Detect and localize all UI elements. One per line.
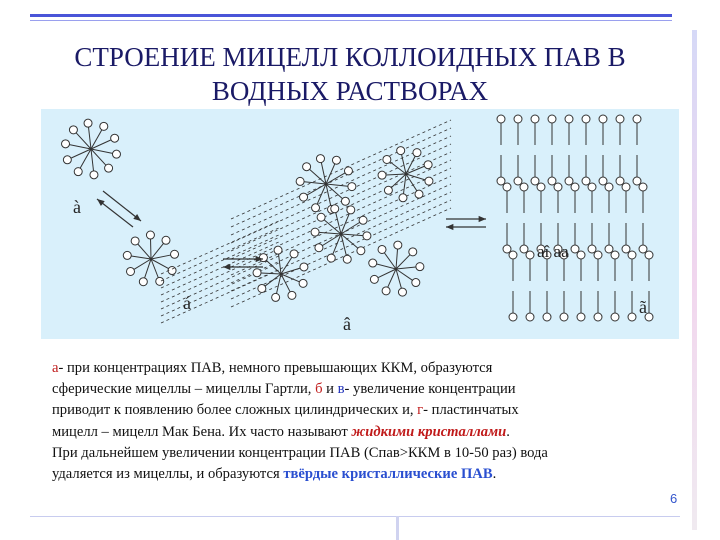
surfactant-tail: [138, 244, 151, 259]
bottom-frame-tick: [396, 516, 399, 540]
surfactant-head: [105, 164, 113, 172]
surfactant-tail: [281, 274, 299, 282]
arrow-head: [133, 214, 141, 221]
surfactant-tail: [151, 259, 169, 269]
surfactant-head: [123, 251, 131, 259]
lamella-head: [616, 177, 624, 185]
caption-line-3-pre: приводит к появлению более сложных цилиндрических и,: [52, 402, 418, 419]
surfactant-head: [344, 167, 352, 175]
lamella-head: [594, 251, 602, 259]
caption-line-3-post: - пластинчатых: [423, 402, 519, 419]
caption-g-marker: г: [417, 402, 424, 419]
arrow-head: [479, 216, 486, 222]
surfactant-head: [343, 255, 351, 263]
caption-line-4: [52, 422, 682, 443]
lamella-head: [628, 313, 636, 321]
surfactant-head: [317, 213, 325, 221]
cylinder-hatch: [161, 220, 281, 274]
caption-line-3: [52, 400, 682, 421]
caption-line-4-post: .: [506, 423, 510, 440]
surfactant-head: [156, 277, 164, 285]
surfactant-head: [399, 194, 407, 202]
surfactant-head: [112, 150, 120, 158]
lamella-head: [520, 245, 528, 253]
surfactant-head: [347, 206, 355, 214]
lamella-head: [548, 177, 556, 185]
surfactant-head: [315, 244, 323, 252]
caption-line-6: [52, 464, 682, 485]
lamella-head: [526, 313, 534, 321]
surfactant-head: [311, 228, 319, 236]
lamella-head: [571, 245, 579, 253]
label-middle: aî aa: [537, 242, 569, 261]
surfactant-tail: [304, 182, 326, 184]
lamella-head: [560, 313, 568, 321]
surfactant-head: [62, 140, 70, 148]
surfactant-head: [171, 250, 179, 258]
arrow-head: [223, 264, 230, 270]
lamella-head: [531, 115, 539, 123]
surfactant-head: [296, 177, 304, 185]
caption-text: [52, 358, 682, 485]
surfactant-head: [312, 204, 320, 212]
lamella-head: [497, 177, 505, 185]
lamella-head: [543, 313, 551, 321]
caption-line-2-pre: сферические мицеллы – мицеллы Гартли,: [52, 381, 316, 398]
surfactant-head: [413, 149, 421, 157]
surfactant-head: [258, 284, 266, 292]
lamella-head: [611, 313, 619, 321]
surfactant-head: [139, 278, 147, 286]
surfactant-head: [425, 177, 433, 185]
cylinder-hatch: [161, 269, 281, 323]
surfactant-head: [69, 126, 77, 134]
lamella-head: [503, 245, 511, 253]
surfactant-head: [412, 279, 420, 287]
lamella-head: [509, 251, 517, 259]
surfactant-tail: [266, 260, 281, 274]
surfactant-tail: [391, 174, 406, 188]
caption-a-marker: а: [52, 360, 59, 376]
surfactant-head: [378, 245, 386, 253]
lamella-head: [571, 183, 579, 191]
lamella-head: [526, 251, 534, 259]
surfactant-tail: [403, 174, 406, 194]
surfactant-head: [369, 259, 377, 267]
lamella-head: [577, 313, 585, 321]
surfactant-head: [300, 263, 308, 271]
surfactant-tail: [326, 184, 348, 186]
lamella-head: [503, 183, 511, 191]
title-line-2: ВОДНЫХ РАСТВОРАХ: [211, 76, 489, 106]
surfactant-tail: [281, 274, 290, 292]
micelle-diagram: [41, 109, 679, 339]
lamella-head: [548, 115, 556, 123]
surfactant-head: [359, 216, 367, 224]
surfactant-head: [416, 263, 424, 271]
surfactant-tail: [319, 232, 341, 234]
surfactant-head: [332, 156, 340, 164]
surfactant-head: [253, 269, 261, 277]
lamella-head: [611, 251, 619, 259]
lamella-head: [645, 251, 653, 259]
surfactant-head: [131, 237, 139, 245]
label-a: à: [73, 197, 81, 217]
caption-line-4-pre: мицелл – мицелл Мак Бена. Их часто называют: [52, 423, 352, 440]
surfactant-tail: [341, 234, 363, 236]
cylinder-hatch: [231, 120, 451, 219]
surfactant-head: [299, 279, 307, 287]
surfactant-head: [90, 171, 98, 179]
lamella-head: [605, 183, 613, 191]
lamella-head: [565, 177, 573, 185]
surfactant-head: [316, 155, 324, 163]
caption-line-6-post: .: [492, 466, 497, 483]
surfactant-head: [272, 293, 280, 301]
lamella-head: [622, 245, 630, 253]
lamella-head: [514, 177, 522, 185]
lamella-head: [633, 177, 641, 185]
surfactant-head: [382, 287, 390, 295]
label-v: â: [343, 314, 351, 334]
lamella-head: [639, 183, 647, 191]
lamella-head: [582, 115, 590, 123]
surfactant-head: [274, 246, 282, 254]
lamella-head: [599, 177, 607, 185]
surfactant-tail: [151, 259, 158, 278]
cylinder-hatch: [231, 168, 451, 267]
lamella-head: [537, 183, 545, 191]
caption-liquid-crystals: жидкими кристаллами: [351, 423, 507, 440]
surfactant-head: [363, 232, 371, 240]
surfactant-tail: [386, 174, 406, 175]
surfactant-head: [341, 197, 349, 205]
cylinder-hatch: [231, 192, 451, 291]
surfactant-tail: [131, 256, 151, 259]
caption-line-1-text: - при концентрациях ПАВ, немного превышающих ККМ, образуются: [58, 360, 493, 376]
cylinder-hatch: [161, 255, 281, 309]
surfactant-head: [259, 254, 267, 262]
arrow-head: [446, 224, 453, 230]
surfactant-tail: [279, 254, 281, 274]
surfactant-tail: [91, 149, 94, 171]
lamella-head: [509, 313, 517, 321]
micelle-drawing: [41, 109, 679, 339]
surfactant-tail: [378, 269, 396, 278]
lamella-head: [497, 115, 505, 123]
caption-line-5: При дальнейшем увеличении концентрации ПАВ (Cпав>ККМ в 10-50 раз) вода: [52, 444, 548, 461]
lamella-head: [588, 183, 596, 191]
caption-line-1: [52, 358, 682, 379]
caption-line-6-pre: удаляется из мицеллы, и образуются: [52, 466, 284, 483]
top-frame-line: [30, 14, 672, 17]
surfactant-head: [162, 236, 170, 244]
lamella-head: [531, 177, 539, 185]
page-number: 6: [670, 491, 678, 506]
surfactant-head: [383, 155, 391, 163]
surfactant-head: [397, 147, 405, 155]
bottom-frame-line: [30, 516, 680, 517]
surfactant-tail: [88, 127, 91, 149]
caption-b-marker: б: [315, 381, 323, 398]
surfactant-head: [378, 171, 386, 179]
lamella-head: [633, 115, 641, 123]
lamella-head: [520, 183, 528, 191]
surfactant-tail: [396, 249, 398, 269]
surfactant-head: [288, 291, 296, 299]
surfactant-tail: [406, 156, 415, 174]
surfactant-head: [424, 161, 432, 169]
caption-line-2-mid: и: [322, 381, 338, 398]
surfactant-head: [327, 254, 335, 262]
surfactant-tail: [388, 269, 396, 287]
surfactant-tail: [396, 267, 416, 269]
surfactant-head: [415, 190, 423, 198]
lamella-head: [588, 245, 596, 253]
lamella-head: [605, 245, 613, 253]
lamella-head: [639, 245, 647, 253]
surfactant-tail: [406, 166, 424, 174]
surfactant-head: [357, 247, 365, 255]
title-line-1: СТРОЕНИЕ МИЦЕЛЛ КОЛЛОИДНЫХ ПАВ В: [74, 42, 626, 72]
surfactant-head: [394, 241, 402, 249]
lamella-head: [514, 115, 522, 123]
surfactant-head: [331, 205, 339, 213]
caption-v-marker: в: [337, 381, 345, 398]
lamella-head: [554, 183, 562, 191]
surfactant-head: [290, 250, 298, 258]
lamella-head: [594, 313, 602, 321]
surfactant-head: [370, 275, 378, 283]
surfactant-head: [303, 163, 311, 171]
lamella-head: [616, 115, 624, 123]
lamella-head: [599, 115, 607, 123]
surfactant-tail: [396, 255, 410, 269]
lamella-head: [622, 183, 630, 191]
surfactant-head: [398, 288, 406, 296]
surfactant-head: [84, 119, 92, 127]
label-g: ã: [639, 297, 647, 317]
caption-line-2-post: - увеличение концентрации: [344, 381, 516, 398]
label-b: á: [183, 293, 191, 313]
surfactant-head: [146, 231, 154, 239]
surfactant-tail: [261, 273, 281, 274]
caption-line-2: [52, 379, 682, 400]
lamella-head: [577, 251, 585, 259]
arrow-head: [97, 199, 105, 206]
surfactant-head: [300, 193, 308, 201]
surfactant-head: [63, 156, 71, 164]
surfactant-head: [384, 186, 392, 194]
surfactant-head: [100, 122, 108, 130]
lamella-head: [582, 177, 590, 185]
surfactant-head: [348, 183, 356, 191]
right-frame-bar: [692, 30, 697, 530]
surfactant-head: [409, 248, 417, 256]
lamella-head: [628, 251, 636, 259]
surfactant-head: [74, 168, 82, 176]
surfactant-head: [111, 134, 119, 142]
top-frame-line-thin: [30, 20, 672, 21]
slide-title: [30, 40, 670, 108]
surfactant-head: [127, 267, 135, 275]
lamella-head: [565, 115, 573, 123]
caption-solid-crystals: твёрдые кристаллические ПАВ: [283, 466, 493, 483]
